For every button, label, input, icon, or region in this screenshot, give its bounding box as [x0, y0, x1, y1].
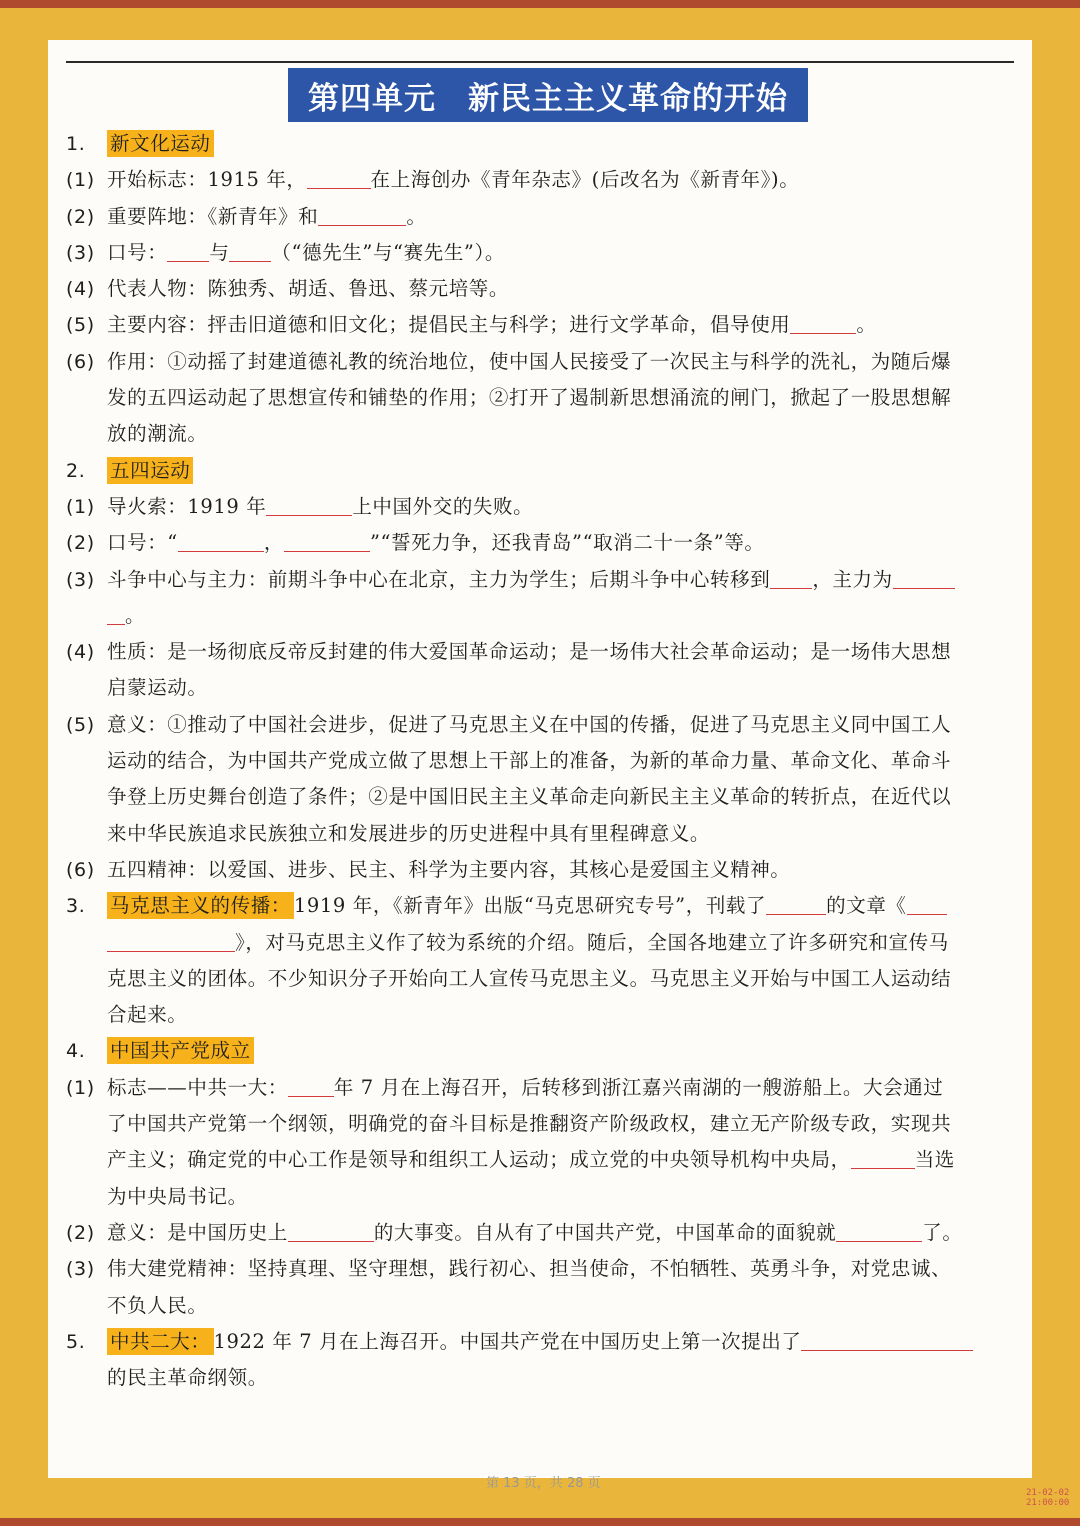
s2-item-3: (3) 斗争中心与主力：前期斗争中心在北京，主力为学生；后期斗争中心转移到 ，主力为	[66, 562, 1014, 598]
section-4-heading: 4. 中国共产党成立	[66, 1033, 1014, 1069]
fill-blank[interactable]	[178, 531, 264, 552]
fill-blank[interactable]	[790, 313, 856, 334]
fill-blank[interactable]	[107, 604, 125, 625]
section-2-title: 五四运动	[107, 457, 193, 484]
fill-blank[interactable]	[836, 1221, 922, 1242]
timestamp-stamp: 21-02-02 21:00:00	[1026, 1488, 1070, 1508]
fill-blank[interactable]	[284, 531, 370, 552]
section-4-title: 中国共产党成立	[107, 1037, 254, 1064]
fill-blank[interactable]	[288, 1076, 334, 1097]
fill-blank[interactable]	[766, 894, 826, 915]
document-page	[48, 40, 1032, 1491]
fill-blank[interactable]	[907, 894, 947, 915]
s1-item-6: (6) 作用：①动摇了封建道德礼教的统治地位，使中国人民接受了一次民主与科学的洗礼，为随后爆	[66, 349, 952, 373]
section-2-heading: 2. 五四运动	[66, 453, 1014, 489]
fill-blank[interactable]	[770, 568, 812, 589]
frame-top-border	[0, 0, 1080, 8]
fill-blank[interactable]	[851, 1148, 915, 1169]
s4-item-3: (3) 伟大建党精神：坚持真理、坚守理想，践行初心、担当使命，不怕牺牲、英勇斗争，对党忠诚、	[66, 1257, 952, 1281]
s1-item-2: (2) 重要阵地：《新青年》和 。	[66, 204, 427, 228]
s2-item-6: (6) 五四精神：以爱国、进步、民主、科学为主要内容，其核心是爱国主义精神。	[66, 857, 791, 881]
s2-item-4: (4) 性质：是一场彻底反帝反封建的伟大爱国革命运动；是一场伟大社会革命运动；是一场伟大思想	[66, 640, 952, 664]
fill-blank[interactable]	[893, 568, 955, 589]
notes-content: 1. 新文化运动 (1) 开始标志：1915 年， 在上海创办《青年杂志》(后改名为《新青年》)。 (2) 重要阵地：《新青年》和 。 (3) 口号： 与 （“德先生”与“赛先生”）。 (4) 代表人物：陈独秀、胡适、鲁迅、蔡元培等。 (5) 主要内容：抨击旧道德和旧文化；提倡民主与科学；进行文学革命，倡导使用 。 (6) 作用：①动摇了封建道德礼教的统治地位，使中国人民接受了一次民主与科学的洗礼，为随后爆 发的五四运动起了思想宣传和铺垫的作用；②打开了遏制新思想涌流的闸门，掀起了一股思想解 放的潮流。 2. 五四运动 (1) 导火索：1919 年 上中国外交的失败。 (2) 口号：“ ， ”“誓死力争，还我青岛”“取消二十一条”等。 (3) 斗争中心与主力：前期斗争中心在北京，主力为学生；后期斗争中心转移到 ，主力为 。 (4) 性质：是一场彻底反帝反封建的伟大爱国革命运动；是一场伟大社会革命运动；是一场伟大思想 启蒙运动。 (5) 意义：①推动了中国社会进步，促进了马克思主义在中国的传播，促进了马克思主义同中国工人 运动的结合，为中国共产党成立做了思想上干部上的准备，为新的革命力量、革命文化、革命斗 争登上历史舞台创造了条件；②是中国旧民主主义革命走向新民主主义革命的转折点，在近代以 来中华民族追求民族独立和发展进步的历史进程中具有里程碑意义。 (6) 五四精神：以爱国、进步、民主、科学为主要内容，其核心是爱国主义精神。 3. 马克思主义的传播： 1919 年，《新青年》出版“马克思研究专号”，刊载了 的文章《 》，对马克思主义作了较为系统的介绍。随后，全国各地建立了许多研究和宣传马 克思主义的团体。不少知识分子开始向工人宣传马克思主义。马克思主义开始与中国工人运动结 合起来。 4. 中国共产党成立 (1) 标志——中共一大： 年 7 月在上海召开，后转移到浙江嘉兴南湖的一艘游船上。大会通过 了中国共产党第一个纲领，明确党的奋斗目标是推翻资产阶级政权，建立无产阶级专政，实现共 产主义；确定党的中心工作是领导和组织工人运动；成立党的中央领导机构中央局， 当选 为中央局书记。 (2) 意义：是中国历史上 的大事变。自从有了中国共产党，中国革命的面貌就 了。 (3) 伟大建党精神：坚持真理、坚守理想，践行初心、担当使命，不怕牺牲、英勇斗争，对党忠诚、 不负人民。 5. 中共二大： 1922 年 7 月在上海召开。中国共产党在中国历史上第一次提出了 的民主革命纲领。	[66, 126, 1014, 1396]
unit-name: 新民主主义革命的开始	[468, 80, 788, 117]
s1-item-5: (5) 主要内容：抨击旧道德和旧文化；提倡民主与科学；进行文学革命，倡导使用 。	[66, 313, 877, 337]
fill-blank[interactable]	[801, 1330, 973, 1351]
s2-item-1: (1) 导火索：1919 年 上中国外交的失败。	[66, 494, 534, 518]
s1-item-4: (4) 代表人物：陈独秀、胡适、鲁迅、蔡元培等。	[66, 277, 510, 301]
top-rule	[66, 61, 1014, 63]
unit-title-banner	[288, 68, 808, 122]
section-5-title: 中共二大：	[107, 1328, 214, 1355]
section-1-title: 新文化运动	[107, 130, 214, 157]
fill-blank[interactable]	[167, 241, 209, 262]
s1-item-3: (3) 口号： 与 （“德先生”与“赛先生”）。	[66, 240, 505, 264]
fill-blank[interactable]	[107, 931, 235, 952]
s4-item-1: (1) 标志——中共一大： 年 7 月在上海召开，后转移到浙江嘉兴南湖的一艘游船上。大会通过	[66, 1075, 944, 1099]
fill-blank[interactable]	[229, 241, 271, 262]
section-3-title: 马克思主义的传播：	[107, 892, 294, 919]
section-3-heading: 3. 马克思主义的传播： 1919 年，《新青年》出版“马克思研究专号”，刊载了 的文章《	[66, 888, 1014, 924]
page-footer: 第 13 页，共 28 页	[486, 1476, 601, 1491]
fill-blank[interactable]	[266, 495, 352, 516]
unit-number: 第四单元	[308, 80, 436, 117]
s1-item-1: (1) 开始标志：1915 年， 在上海创办《青年杂志》(后改名为《新青年》)。	[66, 168, 800, 192]
frame-bottom-border	[0, 1518, 1080, 1526]
s4-item-2: (2) 意义：是中国历史上 的大事变。自从有了中国共产党，中国革命的面貌就 了。	[66, 1220, 963, 1244]
fill-blank[interactable]	[288, 1221, 374, 1242]
s2-item-2: (2) 口号：“ ， ”“誓死力争，还我青岛”“取消二十一条”等。	[66, 531, 765, 555]
s2-item-5: (5) 意义：①推动了中国社会进步，促进了马克思主义在中国的传播，促进了马克思主义同中国工人	[66, 712, 952, 736]
fill-blank[interactable]	[307, 168, 371, 189]
section-1-heading: 1. 新文化运动	[66, 126, 1014, 162]
fill-blank[interactable]	[318, 205, 406, 226]
section-5-heading: 5. 中共二大： 1922 年 7 月在上海召开。中国共产党在中国历史上第一次提出了	[66, 1324, 1014, 1360]
